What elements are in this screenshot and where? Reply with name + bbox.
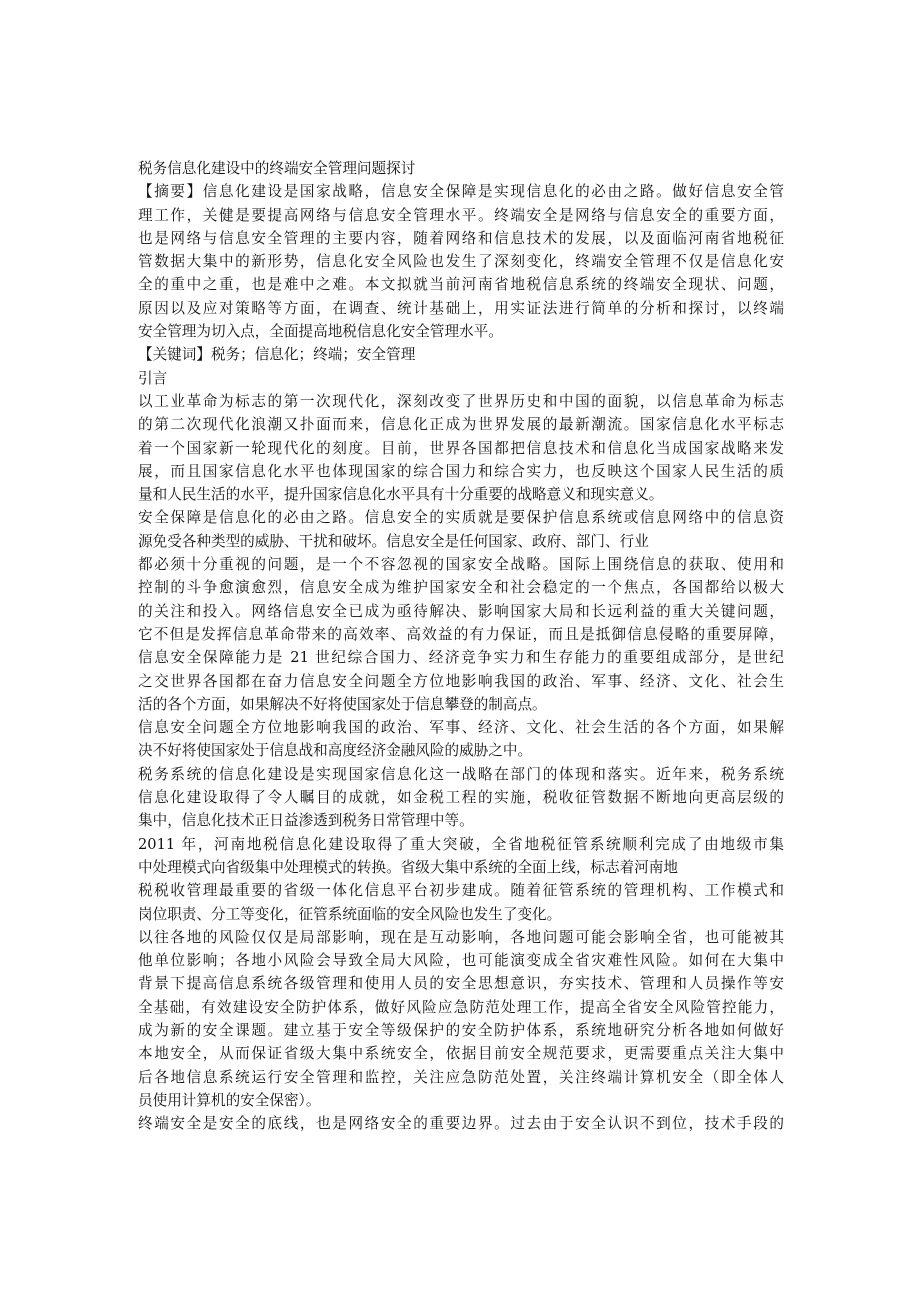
paragraph-7 — [138, 879, 784, 926]
paragraph-line: 成为新的安全课题。建立基于安全等级保护的安全防护体系，系统地研究分析各地如何做好 — [138, 1021, 784, 1039]
abstract-line: 原因以及应对策略等方面，在调查、统计基础上，用实证法进行简单的分析和探讨，以终端 — [138, 299, 784, 317]
abstract-line: 全的重中之重，也是难中之难。本文拟就当前河南省地税信息系统的终端安全现状、问题， — [138, 276, 784, 294]
paragraph-line: 本地安全，从而保证省级大集中系统安全，依据目前安全规范要求，更需要重点关注大集中 — [138, 1045, 784, 1063]
paragraph-line: 的关注和投入。网络信息安全已成为亟待解决、影响国家大局和长远利益的重大关键问题， — [138, 602, 784, 620]
paragraph-line: 都必须十分重视的问题，是一个不容忽视的国家安全战略。国际上围绕信息的获取、使用和 — [138, 556, 784, 574]
paragraph-line: 集中，信息化技术正日益渗透到税务日常管理中等。 — [138, 812, 474, 830]
paragraph-line: 信息安全保障能力是 21 世纪综合国力、经济竞争实力和生存能力的重要组成部分，是世纪 — [138, 649, 784, 667]
paragraph-line: 量和人民生活的水平，提升国家信息化水平具有十分重要的战略意义和现实意义。 — [138, 486, 664, 504]
document-title: 税务信息化建设中的终端安全管理问题探讨 — [138, 160, 416, 177]
paragraph-line: 他单位影响；各地小风险会导致全局大风险，也可能演变成全省灾难性风险。如何在大集中 — [138, 952, 784, 970]
document-page — [138, 157, 784, 1135]
paragraph-line: 决不好将使国家处于信息战和高度经济金融风险的威胁之中。 — [138, 742, 533, 760]
abstract-line: 也是网络与信息安全管理的主要内容，随着网络和信息技术的发展，以及面临河南省地税征 — [138, 229, 784, 247]
abstract-line: 安全管理为切入点，全面提高地税信息化安全管理水平。 — [138, 323, 503, 341]
paragraph-2 — [138, 506, 784, 553]
paragraph-1 — [138, 390, 784, 506]
abstract-line: 【摘要】信息化建设是国家战略，信息安全保障是实现信息化的必由之路。做好信息安全管 — [138, 183, 784, 201]
paragraph-line: 的第二次现代化浪潮又扑面而来，信息化正成为世界发展的最新潮流。国家信息化水平标志 — [138, 416, 784, 434]
paragraph-line: 背景下提高信息系统各级管理和使用人员的安全思想意识，夯实技术、管理和人员操作等安 — [138, 975, 784, 993]
paragraph-line: 活的各个方面，如果解决不好将使国家处于信息攀登的制高点。 — [138, 695, 547, 713]
paragraph-line: 中处理模式向省级集中处理模式的转换。省级大集中系统的全面上线，标志着河南地 — [138, 858, 678, 876]
paragraph-8 — [138, 926, 784, 1112]
paragraph-3 — [138, 553, 784, 716]
paragraph-line: 信息安全问题全方位地影响我国的政治、军事、经济、文化、社会生活的各个方面，如果解 — [138, 719, 784, 737]
paragraph-line: 终端安全是安全的底线，也是网络安全的重要边界。过去由于安全认识不到位，技术手段的 — [138, 1115, 784, 1133]
paragraph-line: 2011 年，河南地税信息化建设取得了重大突破，全省地税征管系统顺利完成了由地级市集 — [138, 835, 784, 853]
paragraph-line: 它不但是发挥信息革命带来的高效率、高效益的有力保证，而且是抵御信息侵略的重要屏障， — [138, 625, 784, 643]
paragraph-6 — [138, 833, 784, 880]
paragraph-line: 全基础，有效建设安全防护体系，做好风险应急防范处理工作，提高全省安全风险管控能力， — [138, 998, 784, 1016]
keywords-line: 【关键词】税务；信息化；终端；安全管理 — [138, 346, 416, 364]
abstract-line: 理工作，关健是要提高网络与信息安全管理水平。终端安全是网络与信息安全的重要方面， — [138, 206, 784, 224]
paragraph-9 — [138, 1112, 784, 1135]
paragraph-line: 税务系统的信息化建设是实现国家信息化这一战略在部门的体现和落实。近年来，税务系统 — [138, 765, 784, 783]
paragraph-line: 之交世界各国都在奋力信息安全问题全方位地影响我国的政治、军事、经济、文化、社会生 — [138, 672, 784, 690]
paragraph-line: 展，而且国家信息化水平也体现国家的综合国力和综合实力，也反映这个国家人民生活的质 — [138, 462, 784, 480]
paragraph-line: 后各地信息系统运行安全管理和监控，关注应急防范处置，关注终端计算机安全（即全体人 — [138, 1068, 784, 1086]
paragraph-line: 控制的斗争愈演愈烈，信息安全成为维护国家安全和社会稳定的一个焦点，各国都给以极大 — [138, 579, 784, 597]
paragraph-line: 以往各地的风险仅仅是局部影响，现在是互动影响，各地问题可能会影响全省，也可能被其 — [138, 928, 784, 946]
paragraph-5 — [138, 763, 784, 833]
paragraph-4 — [138, 716, 784, 763]
abstract-line: 管数据大集中的新形势，信息化安全风险也发生了深刻变化，终端安全管理不仅是信息化安 — [138, 253, 784, 271]
paragraph-line: 源免受各种类型的威胁、干扰和破坏。信息安全是任何国家、政府、部门、行业 — [138, 532, 649, 550]
abstract-paragraph — [138, 180, 784, 343]
paragraph-line: 以工业革命为标志的第一次现代化，深刻改变了世界历史和中国的面貌，以信息革命为标志 — [138, 392, 784, 410]
paragraph-line: 着一个国家新一轮现代化的刻度。目前，世界各国都把信息技术和信息化当成国家战略来发 — [138, 439, 784, 457]
intro-heading: 引言 — [138, 369, 168, 387]
paragraph-line: 岗位职责、分工等变化，征管系统面临的安全风险也发生了变化。 — [138, 905, 562, 923]
paragraph-line: 税税收管理最重要的省级一体化信息平台初步建成。随着征管系统的管理机构、工作模式和 — [138, 882, 784, 900]
paragraph-line: 员使用计算机的安全保密）。 — [138, 1091, 321, 1109]
paragraph-line: 安全保障是信息化的必由之路。信息安全的实质就是要保护信息系统或信息网络中的信息资 — [138, 509, 784, 527]
paragraph-line: 信息化建设取得了令人瞩目的成就，如金税工程的实施，税收征管数据不断地向更高层级的 — [138, 789, 784, 807]
